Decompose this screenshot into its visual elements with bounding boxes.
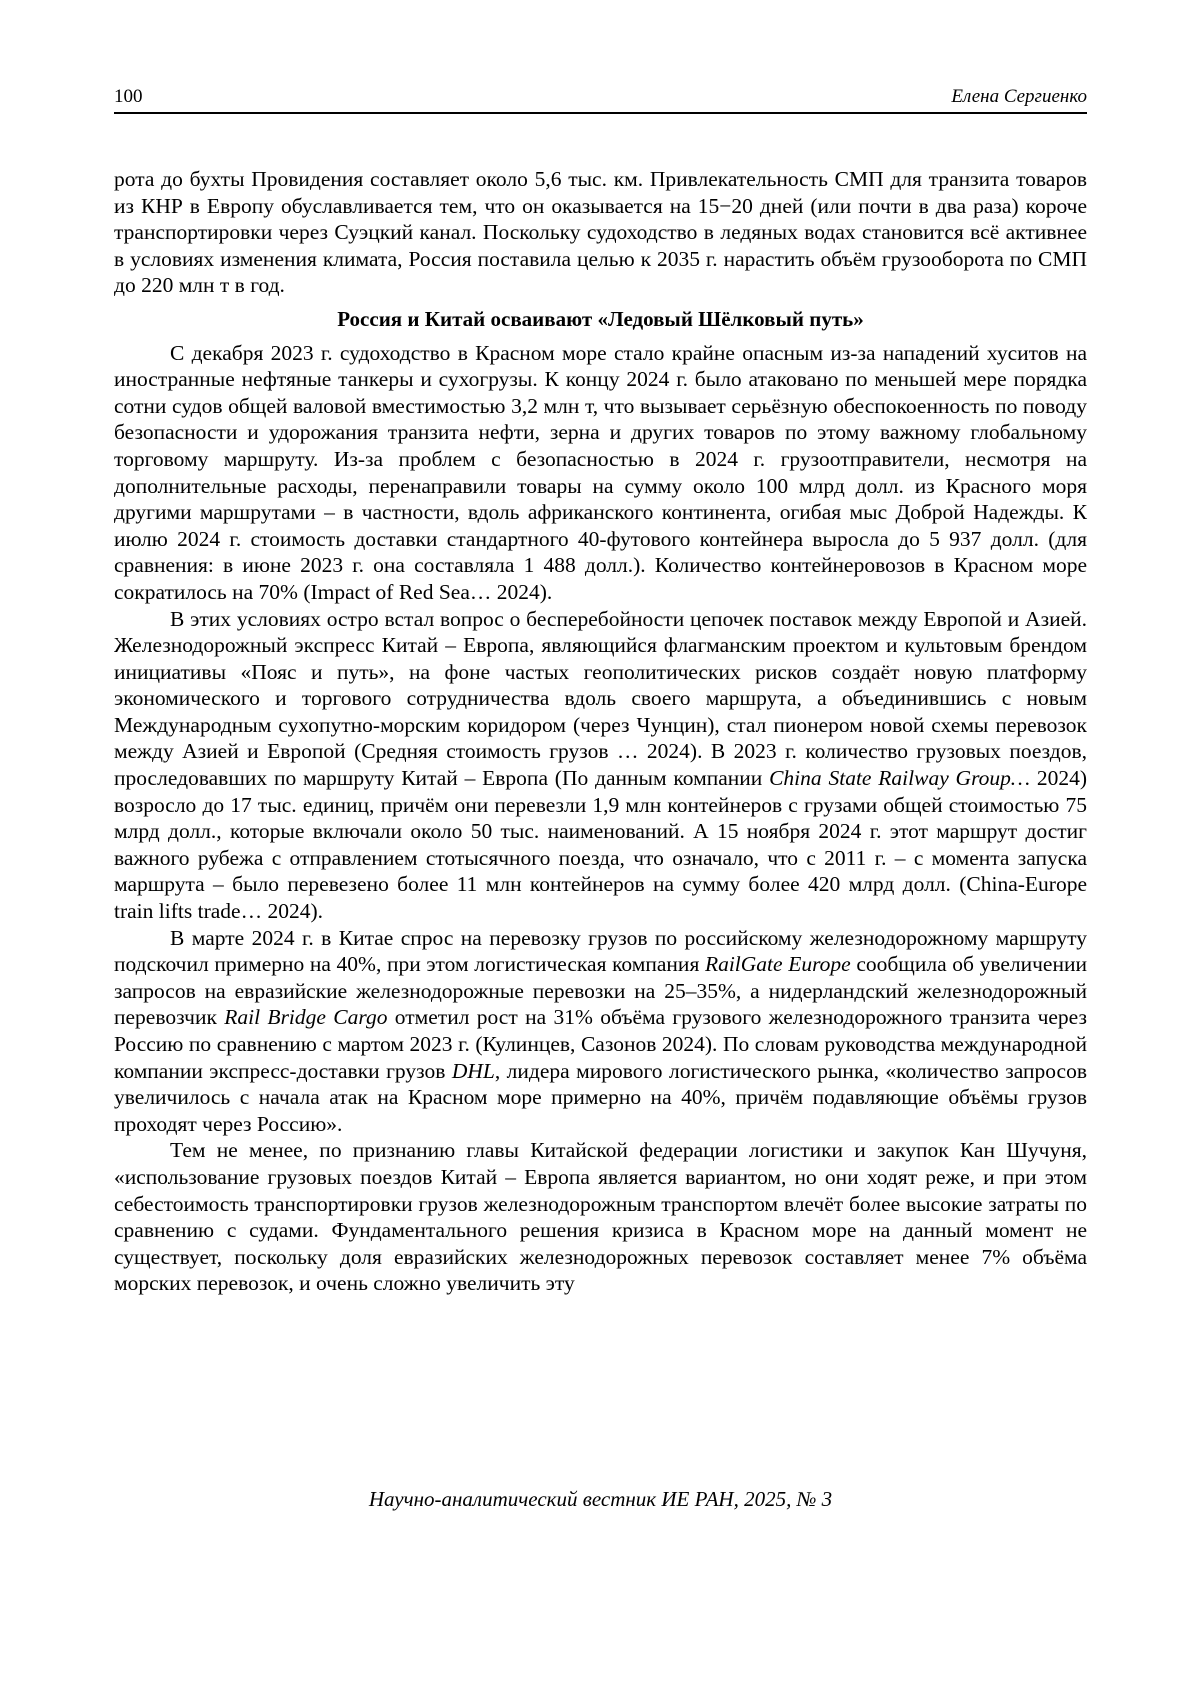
paragraph-4 (114, 925, 1087, 1138)
page-number: 100 (114, 86, 143, 107)
term-rail-bridge-cargo: Rail Bridge Cargo (224, 1005, 388, 1030)
running-header (114, 84, 1087, 114)
term-dhl: DHL (451, 1058, 495, 1083)
paragraph-2: С декабря 2023 г. судоходство в Красном море стало крайне опасным из-за нападений хуситов на иностранные нефтяные танкеры и сухогрузы. К концу 2024 г. было атаковано по меньшей мере порядка сотни судов общей валовой вместимостью 3,2 млн т, что вызывает серьёзную обеспокоенность по поводу безопасности и удорожания транзита нефти, зерна и других товаров по этому важному глобальному торговому маршруту. Из-за проблем с безопасностью в 2024 г. грузоотправители, несмотря на дополнительные расходы, перенаправили товары на сумму около 100 млрд долл. из Красного моря другими маршрутами – в частности, вдоль африканского континента, огибая мыс Доброй Надежды. К июлю 2024 г. стоимость доставки стандартного 40-футового контейнера выросла до 5 937 долл. (для сравнения: в июне 2023 г. она составляла 1 488 долл.). Количество контейнеровозов в Красном море сократилось на 70% (Impact of Red Sea… 2024). (114, 340, 1087, 604)
paragraph-1: рота до бухты Провидения составляет около 5,6 тыс. км. Привлекательность СМП для транзита товаров из КНР в Европу обуславливается тем, что он оказывается на 15−20 дней (или почти в два раза) короче транспортировки через Суэцкий канал. Поскольку судоходство в ледяных водах становится всё активнее в условиях изменения климата, Россия поставила целью к 2035 г. нарастить объём грузооборота по СМП до 220 млн т в год. (114, 167, 1087, 298)
paragraph-3-part-a: В этих условиях остро встал вопрос о бесперебойности цепочек поставок между Европой и Азией. Железнодорожный экспресс Китай – Европа, являющийся флагманским проектом и культовым брендом инициативы «Пояс и путь», на фоне частых геополитических рисков создаёт новую платформу экономического и торгового сотрудничества вдоль своего маршрута, а объединившись с новым Международным сухопутно-морским коридором (через Чунцин), стал пионером новой схемы перевозок между Азией и Европой (Средняя стоимость грузов … 2024). В 2023 г. количество грузовых поездов, проследовавших по маршруту Китай – Европа (По данным компании (114, 606, 1087, 791)
paragraph-5: Тем не менее, по признанию главы Китайской федерации логистики и закупок Кан Шучуня, «использование грузовых поездов Китай – Европа является вариантом, но они ходят реже, и при этом себестоимость транспортировки грузов железнодорожным транспортом влечёт более высокие затраты по сравнению с судами. Фундаментального решения кризиса в Красном море на данный момент не существует, поскольку доля евразийских железнодорожных перевозок составляет менее 7% объёма морских перевозок, и очень сложно увеличить эту (114, 1138, 1087, 1296)
term-railgate-europe: RailGate Europe (704, 952, 851, 977)
paragraph-4-part-c: отметил рост на 31% объёма грузового железнодорожного транзита через Россию по сравнению с мартом 2023 г. (Кулинцев, Сазонов 2024). По словам руководства международной компании экспресс-доставки грузов (114, 1005, 1087, 1083)
term-china-state-railway: China State Railway Group… (769, 766, 1031, 791)
section-heading: Россия и Китай осваивают «Ледовый Шёлковый путь» (337, 306, 864, 331)
paragraph-4-part-b: сообщила об увеличении запросов на евразийские железнодорожные перевозки на 25–35%, а нидерландский железнодорожный перевозчик (114, 952, 1087, 1030)
paragraph-3 (114, 606, 1087, 925)
paragraph-3-part-b: 2024) возросло до 17 тыс. единиц, причём они перевезли 1,9 млн контейнеров с грузами общей стоимостью 75 млрд долл., которые включали около 50 тыс. наименований. А 15 ноября 2024 г. этот маршрут достиг важного рубежа с отправлением стотысячного поезда, что означало, что с 2011 г. – с момента запуска маршрута – было перевезено более 11 млн контейнеров на сумму более 420 млрд долл. (China-Europe train lifts trade… 2024). (114, 766, 1087, 924)
running-author: Елена Сергиенко (951, 86, 1087, 107)
paragraph-4-part-d: , лидера мирового логистического рынка, «количество запросов увеличилось с начала атак на Красном море примерно на 40%, причём подавляющие объёмы грузов проходят через Россию». (114, 1058, 1087, 1136)
paragraph-4-part-a: В марте 2024 г. в Китае спрос на перевозку грузов по российскому железнодорожному маршруту подскочил примерно на 40%, при этом логистическая компания (114, 925, 1087, 977)
article-body (114, 166, 1087, 1297)
journal-footer: Научно-аналитический вестник ИЕ РАН, 2025, № 3 (368, 1487, 833, 1511)
